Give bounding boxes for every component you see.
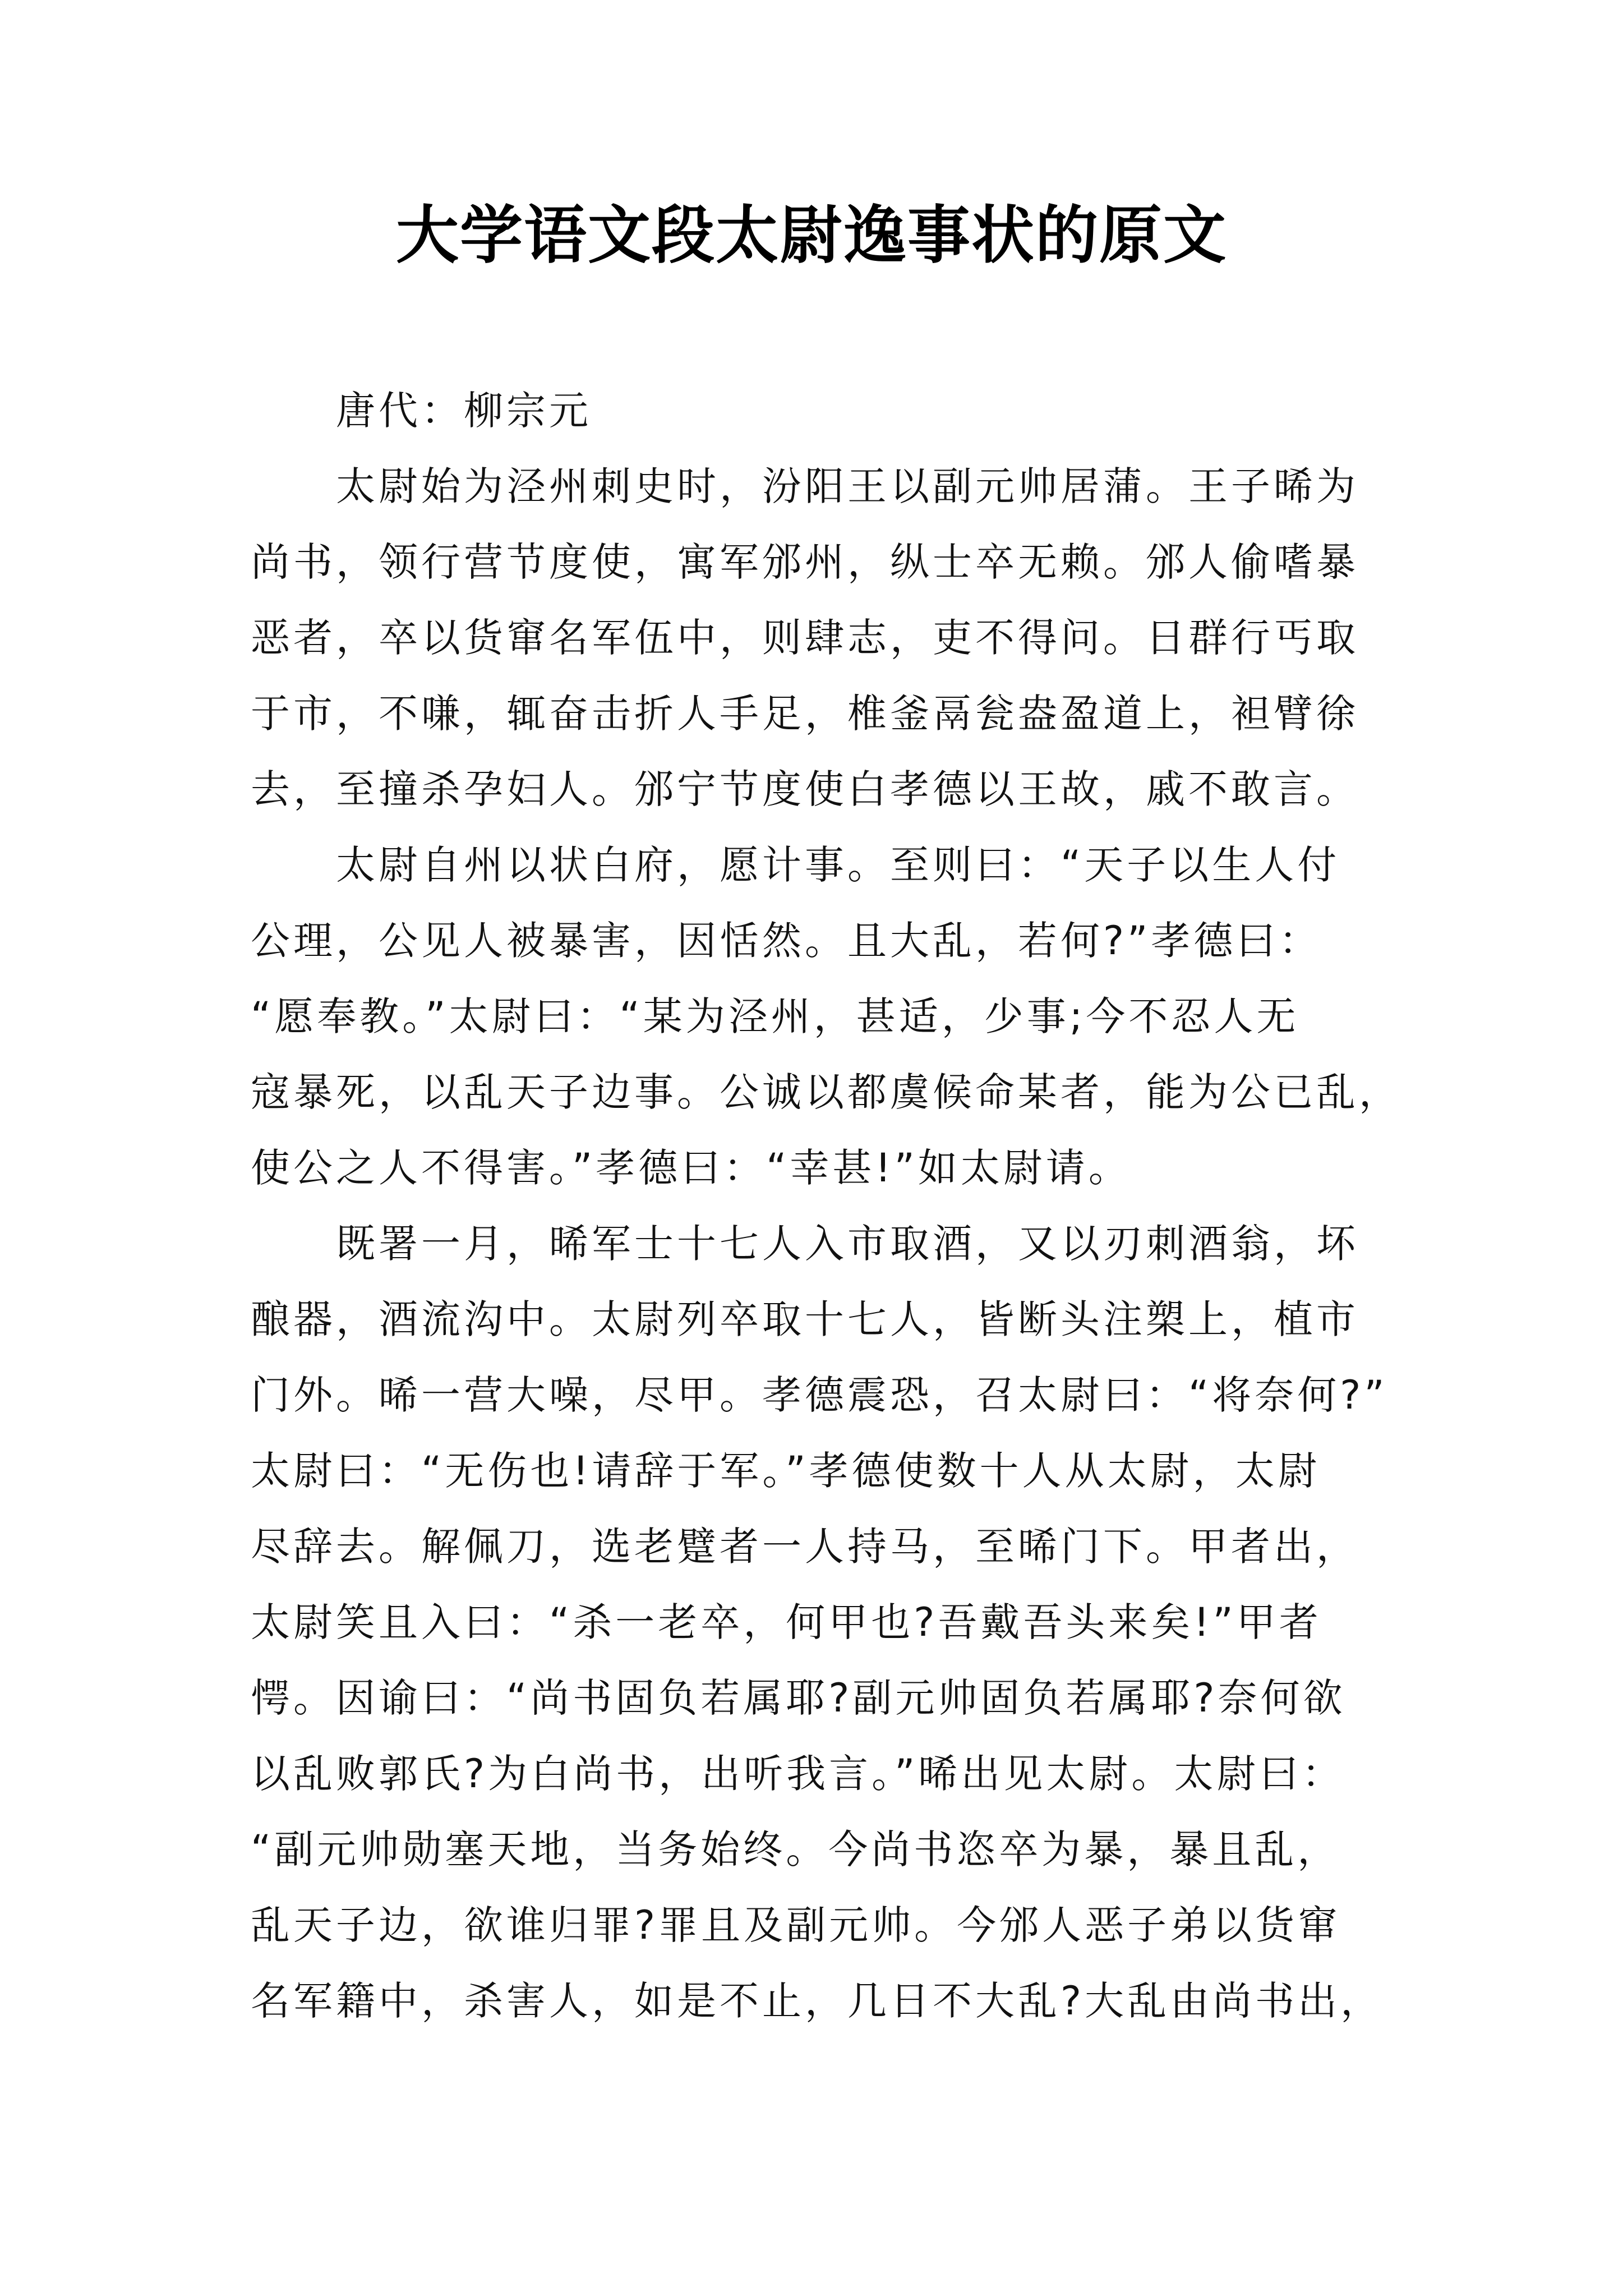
paragraph-line: 去，至撞杀孕妇人。邠宁节度使白孝德以王故，戚不敢言。 <box>251 766 1359 812</box>
paragraph-line: 寇暴死，以乱天子边事。公诚以都虞候命某者，能为公已乱， <box>251 1069 1401 1115</box>
paragraph-line: 既署一月，晞军士十七人入市取酒，又以刃刺酒翁，坏 <box>336 1221 1359 1267</box>
paragraph-line: 门外。晞一营大噪，尽甲。孝德震恐，召太尉曰：“将奈何?” <box>251 1372 1388 1418</box>
author-line: 唐代：柳宗元 <box>336 388 592 434</box>
paragraph-line: 尽辞去。解佩刀，选老躄者一人持马，至晞门下。甲者出， <box>251 1524 1359 1570</box>
paragraph-line: 乱天子边，欲谁归罪?罪且及副元帅。今邠人恶子弟以货窜 <box>251 1902 1341 1948</box>
paragraph-line: 名军籍中，杀害人，如是不止，几日不大乱?大乱由尚书出， <box>251 1978 1384 2024</box>
paragraph-line: 以乱败郭氏?为白尚书，出听我言。”晞出见太尉。太尉曰： <box>251 1751 1345 1797</box>
paragraph-line: 使公之人不得害。”孝德曰：“幸甚!”如太尉请。 <box>251 1145 1131 1191</box>
paragraph-line: 太尉自州以状白府，愿计事。至则曰：“天子以生人付 <box>336 842 1340 888</box>
paragraph-line: “愿奉教。”太尉曰：“某为泾州，甚适，少事;今不忍人无 <box>251 993 1299 1039</box>
paragraph-line: 公理，公见人被暴害，因恬然。且大乱，若何?”孝德曰： <box>251 918 1322 964</box>
paragraph-line: 酿器，酒流沟中。太尉列卒取十七人，皆断头注槊上，植市 <box>251 1296 1359 1342</box>
paragraph-line: 于市，不嗛，辄奋击折人手足，椎釜鬲瓮盎盈道上，袒臂徐 <box>251 691 1359 737</box>
document-body <box>251 373 1406 2039</box>
paragraph-line: 恶者，卒以货窜名军伍中，则肆志，吏不得问。日群行丐取 <box>251 615 1359 661</box>
paragraph-line: 太尉始为泾州刺史时，汾阳王以副元帅居蒲。王子晞为 <box>336 463 1359 509</box>
paragraph-line: 太尉笑且入曰：“杀一老卒，何甲也?吾戴吾头来矣!”甲者 <box>251 1599 1322 1645</box>
document-title: 大学语文段太尉逸事状的原文 <box>396 199 1227 272</box>
paragraph-line: “副元帅勋塞天地，当务始终。今尚书恣卒为暴，暴且乱， <box>251 1826 1340 1872</box>
paragraph-line: 太尉曰：“无伤也!请辞于军。”孝德使数十人从太尉，太尉 <box>251 1448 1321 1494</box>
paragraph-line: 尚书，领行营节度使，寓军邠州，纵士卒无赖。邠人偷嗜暴 <box>251 539 1359 585</box>
paragraph-line: 愕。因谕曰：“尚书固负若属耶?副元帅固负若属耶?奈何欲 <box>251 1675 1346 1721</box>
